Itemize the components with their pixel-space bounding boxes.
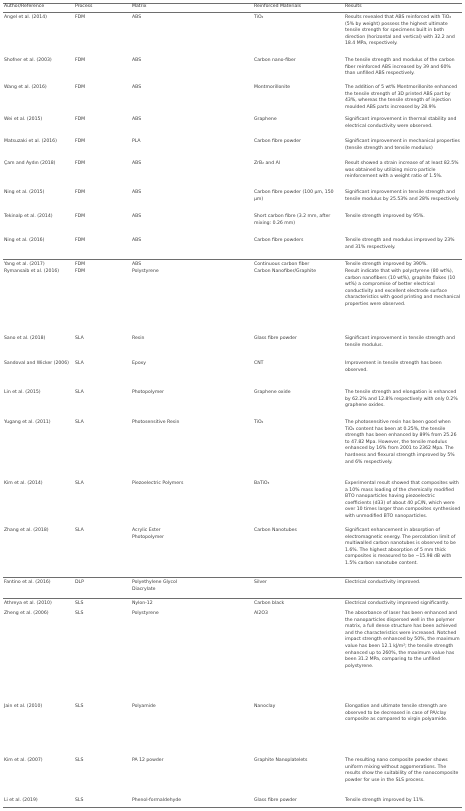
cell-process: DLP: [75, 580, 84, 585]
cell-results: The absorbance of laser has been enhanced and the nanoparticles dispersed well in the polymer matrix, a full dense structure has been achieved and the characteristics were increased. Notched impact strength enhanced by 50%, the maximum value has been 12.1 kJ/m²; the tensile strength enhanced up to 260%, the maximum value has been 31.2 MPa, comparing to the unfilled polystyrene.: [345, 611, 460, 669]
cell-matrix: Epoxy: [132, 361, 146, 366]
cell-matrix: ABS: [132, 214, 142, 219]
cell-results: Results revealed that ABS reinforced with TiO₂ (5% by weight) possess the highest ultimate tensile strength for specimens built in both direction (horizontal and vertical) with 32.2 and 18.4 MPa, respectively.: [345, 15, 455, 47]
cell-process: SLA: [75, 481, 84, 486]
cell-author: Matsuzaki et al. (2016): [4, 139, 57, 144]
cell-process: SLA: [75, 336, 84, 341]
cell-reinforcement: TiO₂: [254, 420, 264, 425]
cell-process: FDM: [75, 214, 86, 219]
cell-author: Athreya et al. (2010): [4, 601, 52, 606]
cell-author: Tekinalp et al. (2014): [4, 214, 53, 219]
cell-author: Rymansaib et al. (2016): [4, 269, 60, 274]
cell-author: Kim et al. (2007): [4, 758, 43, 763]
row-divider: [3, 577, 462, 578]
cell-results: Significant improvement in tensile strength and tensile modulus.: [345, 336, 455, 348]
cell-results: The tensile strength and modulus of the carbon fiber reinforced ABS increased by 39 and 60% than unfilled ABS respectively.: [345, 58, 455, 77]
cell-process: FDM: [75, 161, 86, 166]
cell-reinforcement: Short carbon fibre (3.2 mm, after mixing: 0.26 mm): [254, 214, 331, 226]
cell-author: Zheng et al. (2006): [4, 611, 49, 616]
cell-results: Tensile strength improved by 11%.: [345, 798, 425, 803]
cell-process: SLS: [75, 798, 84, 803]
cell-process: SLS: [75, 758, 84, 763]
cell-reinforcement: Al2O3: [254, 611, 268, 616]
cell-matrix: Polyamide: [132, 704, 156, 709]
cell-results: The photosensitive resin has been good when TiO₂ content has been at 0.25%, the tensile strength has been enhanced by 89% from 25.26 to 47.82 Mpa. However, the tensile modulus enhanced by 16% from 2001 to 2362 Mpa. The hardness and flexural strength improved by 5% and 6% respectively.: [345, 420, 457, 465]
cell-matrix: Polystyrene: [132, 611, 159, 616]
cell-results: Significant improvement in mechanical properties (tensile strength and tensile modulus): [345, 139, 460, 151]
cell-process: FDM: [75, 238, 86, 243]
cell-reinforcement: Nanoclay: [254, 704, 276, 709]
cell-results: The resulting nano composite powder shows uniform mixing without aggomerations. The results show the suitability of the nanocomposite powder for use in the SLS process.: [345, 758, 459, 783]
cell-reinforcement: Glass fibre powder: [254, 336, 297, 341]
cell-process: FDM: [75, 269, 86, 274]
cell-results: Significant enhancement in absorption of electromagnetic energy. The percolation limit of multiwalled carbon nanotubes is observed to be 1.6%. The highest absorption of 5 mm thick composites is measured to be −15.98 dB with 1.5% carbon nanotube content.: [345, 528, 456, 566]
header-reinforced-materials: Reinforced Materials: [254, 4, 301, 9]
cell-results: Electrical conductivity improved.: [345, 580, 421, 585]
cell-reinforcement: Carbon nano-fiber: [254, 58, 296, 63]
cell-author: Yugang et al. (2011): [4, 420, 51, 425]
cell-author: Jain et al. (2010): [4, 704, 43, 709]
cell-author: Ning et al. (2015): [4, 190, 45, 195]
cell-matrix: Polyethylene Glycol Diacrylate: [132, 580, 178, 592]
cell-author: Li et al. (2019): [4, 798, 38, 803]
cell-reinforcement: Montmorillonite: [254, 85, 291, 90]
cell-matrix: ABS: [132, 15, 142, 20]
cell-matrix: ABS: [132, 161, 142, 166]
table-bottom-rule: [3, 807, 462, 808]
cell-reinforcement: Carbon fibre powders: [254, 238, 304, 243]
cell-author: Angel et al. (2014): [4, 15, 47, 20]
cell-reinforcement: Carbon fibre powder (100 μm, 150 μm): [254, 190, 334, 202]
cell-matrix: ABS: [132, 58, 142, 63]
cell-process: SLS: [75, 601, 84, 606]
cell-process: FDM: [75, 85, 86, 90]
cell-author: Shofner et al. (2003): [4, 58, 52, 63]
cell-reinforcement: Glass fibre powder: [254, 798, 297, 803]
cell-process: SLS: [75, 611, 84, 616]
cell-results: Electrical conductivity improved significantly.: [345, 601, 449, 606]
cell-reinforcement: Graphene oxide: [254, 390, 291, 395]
cell-reinforcement: TiO₂: [254, 15, 264, 20]
cell-results: Result indicate that with polystyrene (80 wt%), carbon nanofibers (10 wt%), graphite flakes (10 wt%) a compromise of better electrical conductivity and excellent electrode surface characteristics with good printing and mechanical properties were observed.: [345, 269, 461, 307]
cell-process: FDM: [75, 262, 86, 267]
cell-matrix: Acrylic Ester Photopolymer: [132, 528, 165, 540]
cell-process: FDM: [75, 190, 86, 195]
cell-results: Tensile strength improved by 390%.: [345, 262, 428, 267]
header-process: Process: [75, 4, 93, 9]
cell-author: Lin et al. (2015): [4, 390, 41, 395]
cell-author: Yang et al. (2017): [4, 262, 45, 267]
cell-author: Fantino et al. (2016): [4, 580, 51, 585]
cell-results: Tensile strength improved by 95%.: [345, 214, 425, 219]
cell-reinforcement: Carbon fibre powder: [254, 139, 302, 144]
cell-matrix: ABS: [132, 238, 142, 243]
cell-process: FDM: [75, 117, 86, 122]
cell-results: Experimental result showed that composites with a 10% mass loading of the chemically modified BTO nanoparticles having piezoelectric coefficients (d33) of about 40 pC/N, which were over 10 times larger than composites synthesised with unmodified BTO nanoparticles.: [345, 481, 461, 519]
row-divider: [3, 598, 462, 599]
header-author: Author/Reference: [4, 4, 45, 9]
table-header-rule: [3, 12, 462, 13]
cell-reinforcement: Carbon Nanotubes: [254, 528, 297, 533]
cell-matrix: ABS: [132, 85, 142, 90]
header-results: Results: [345, 4, 362, 9]
cell-matrix: ABS: [132, 262, 142, 267]
cell-author: Sano et al. (2018): [4, 336, 46, 341]
cell-reinforcement: Silver: [254, 580, 267, 585]
cell-results: Improvement in tensile strength has been observed.: [345, 361, 442, 373]
cell-process: FDM: [75, 139, 86, 144]
cell-author: Sandoval and Wicker (2006): [4, 361, 69, 366]
cell-matrix: ABS: [132, 117, 142, 122]
cell-matrix: ABS: [132, 190, 142, 195]
cell-matrix: PLA: [132, 139, 141, 144]
cell-process: SLA: [75, 361, 84, 366]
row-divider: [3, 259, 462, 260]
cell-matrix: Piezoelectric Polymers: [132, 481, 184, 486]
cell-results: Tensile strength and modulus improved by 23% and 31% respectively.: [345, 238, 455, 250]
header-matrix: Matrix: [132, 4, 147, 9]
cell-author: Ning et al. (2016): [4, 238, 45, 243]
cell-matrix: Photosensitive Resin: [132, 420, 180, 425]
cell-author: Wang et al. (2016): [4, 85, 47, 90]
cell-results: Result showed a strain increase of at least 82.5% was obtained by utilizing micro particle reinforcement with a weight ratio of 1.5%.: [345, 161, 459, 180]
cell-matrix: Phenol-formaldehyde: [132, 798, 182, 803]
cell-author: Zhang et al. (2018): [4, 528, 49, 533]
cell-reinforcement: CNT: [254, 361, 264, 366]
cell-process: SLS: [75, 704, 84, 709]
cell-results: Significant improvement in tensile strength and tensile modulus by 25.53% and 28% respectively.: [345, 190, 460, 202]
cell-matrix: Polystyrene: [132, 269, 159, 274]
cell-reinforcement: Carbon Nanofiber/Graphite: [254, 269, 317, 274]
cell-process: SLA: [75, 528, 84, 533]
cell-process: SLA: [75, 420, 84, 425]
cell-matrix: Resin: [132, 336, 145, 341]
cell-process: FDM: [75, 58, 86, 63]
cell-results: Significant improvement in thermal stability and electrical conductivity were observed.: [345, 117, 457, 129]
cell-author: Çam and Aydın (2018): [4, 161, 56, 166]
cell-process: SLA: [75, 390, 84, 395]
cell-matrix: Nylon-12: [132, 601, 153, 606]
cell-matrix: PA 12 powder: [132, 758, 164, 763]
cell-matrix: Photopolymer: [132, 390, 165, 395]
cell-reinforcement: Graphite Nanoplatelets: [254, 758, 308, 763]
cell-reinforcement: BaTiO₃: [254, 481, 270, 486]
cell-process: FDM: [75, 15, 86, 20]
cell-results: The tensile strength and elongation is enhanced by 62.2% and 12.8% respectively with only 0.2% graphene oxides.: [345, 390, 458, 409]
cell-author: Wei et al. (2015): [4, 117, 43, 122]
cell-reinforcement: Continuous carbon fiber: [254, 262, 310, 267]
cell-reinforcement: Graphene: [254, 117, 277, 122]
cell-results: Elongation and ultimate tensile strength are observed to be decreased in case of PA/clay composite as compared to virgin polyamide.: [345, 704, 448, 723]
cell-results: The addition of 5 wt% Montmorillonite enhanced the tensile strength of 3D printed ABS part by 43%, whereas the tensile strength of injection moulded ABS parts increased by 28.9%: [345, 85, 458, 110]
cell-reinforcement: Carbon black: [254, 601, 285, 606]
cell-author: Kim et al. (2014): [4, 481, 43, 486]
cell-reinforcement: ZrB₂ and Al: [254, 161, 281, 166]
